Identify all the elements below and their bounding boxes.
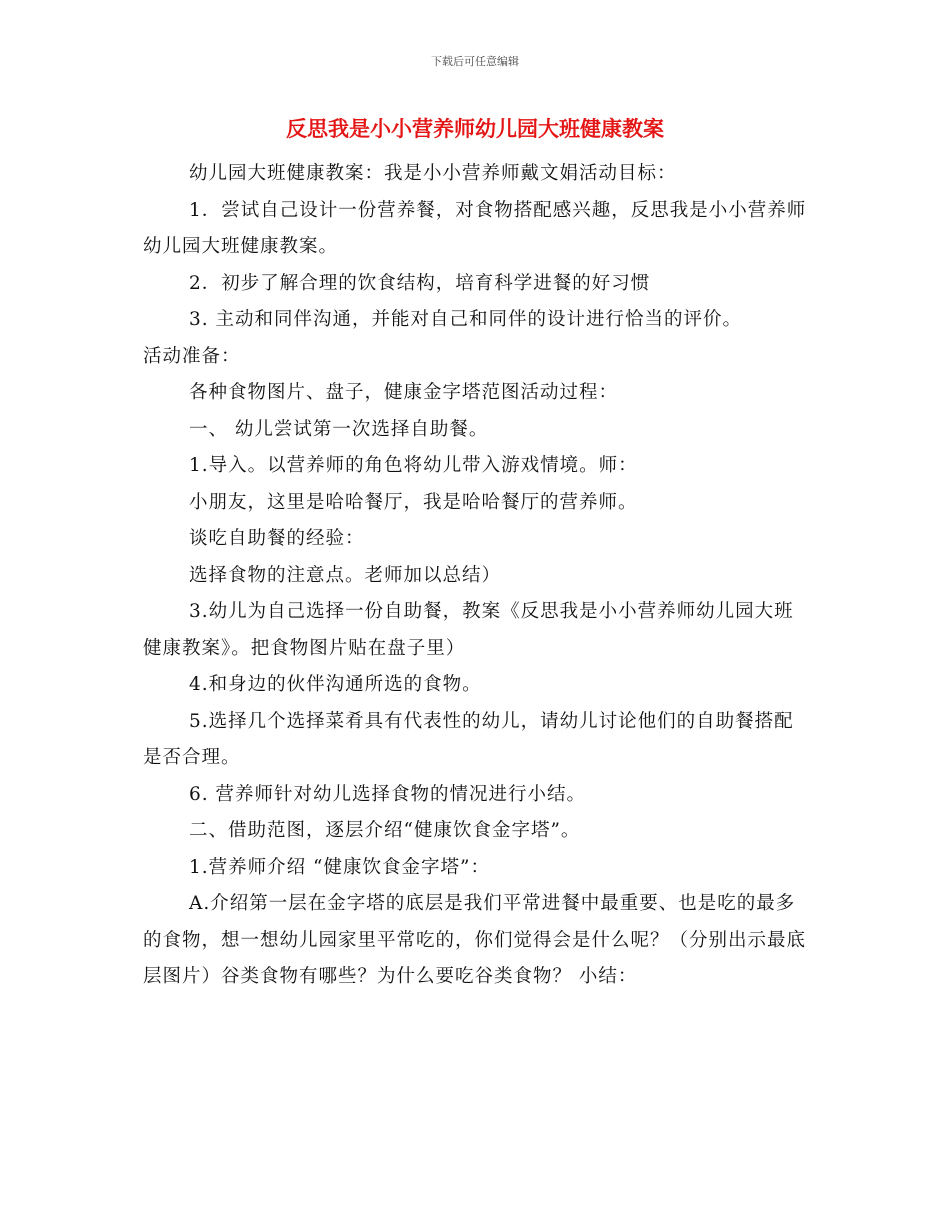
paragraph: 5.选择几个选择菜肴具有代表性的幼儿，请幼儿讨论他们的自助餐搭配是否合理。 [143, 710, 794, 768]
paragraph: 谈吃自助餐的经验： [189, 528, 365, 549]
paragraph: 4.和身边的伙伴沟通所选的食物。 [189, 674, 482, 695]
paragraph: A.介绍第一层在金字塔的底层是我们平常进餐中最重要、也是吃的最多的食物，想一想幼儿园家里平常吃的，你们觉得会是什么呢？（分别出示最底层图片）谷类食物有哪些？为什么要吃谷类食物？ 小结： [143, 893, 807, 987]
paragraph: 一、 幼儿尝试第一次选择自助餐。 [189, 418, 489, 440]
paragraph: 3.幼儿为自己选择一份自助餐，教案《反思我是小小营养师幼儿园大班健康教案》。把食物图片贴在盘子里） [143, 601, 794, 659]
page-header-note: 下载后可任意编辑 [431, 55, 519, 68]
paragraph: 3. 主动和同伴沟通，并能对自己和同伴的设计进行恰当的评价。 [189, 309, 743, 330]
document-title: 反思我是小小营养师幼儿园大班健康教案 [286, 116, 664, 141]
paragraph: 2．初步了解合理的饮食结构，培育科学进餐的好习惯 [189, 272, 651, 294]
document-body [143, 156, 811, 996]
paragraph: 二、借助范图，逐层介绍“健康饮食金字塔”。 [189, 820, 581, 841]
paragraph: 小朋友，这里是哈哈餐厅，我是哈哈餐厅的营养师。 [189, 491, 638, 513]
paragraph: 1.营养师介绍 “健康饮食金字塔”： [189, 856, 490, 878]
paragraph: 各种食物图片、盘子，健康金字塔范图活动过程： [189, 382, 619, 403]
paragraph: 活动准备： [143, 345, 241, 367]
paragraph: 6. 营养师针对幼儿选择食物的情况进行小结。 [189, 783, 587, 805]
paragraph: 1．尝试自己设计一份营养餐，对食物搭配感兴趣，反思我是小小营养师幼儿园大班健康教案。 [143, 199, 807, 257]
paragraph: 1.导入。以营养师的角色将幼儿带入游戏情境。师： [189, 455, 638, 476]
paragraph: 幼儿园大班健康教案：我是小小营养师戴文娟活动目标： [189, 163, 677, 184]
paragraph: 选择食物的注意点。老师加以总结） [189, 564, 502, 586]
